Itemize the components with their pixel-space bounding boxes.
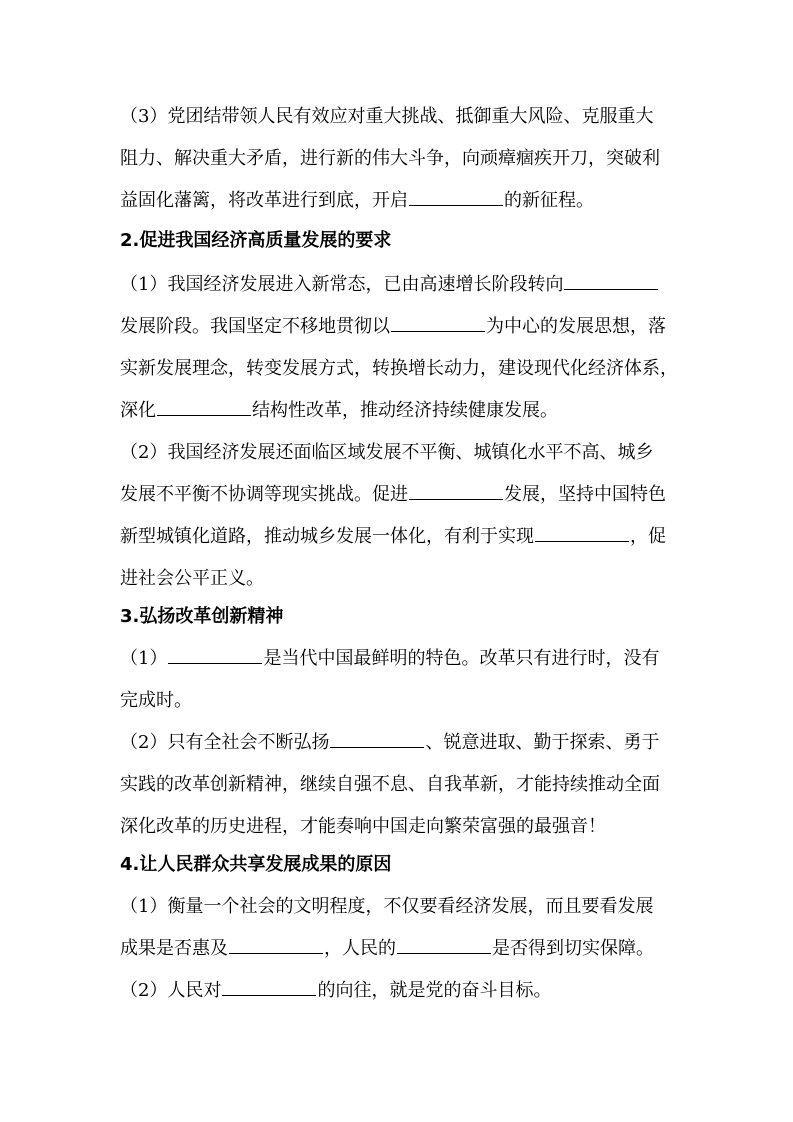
text-line bbox=[120, 928, 680, 970]
text-line bbox=[120, 96, 680, 138]
section-heading-2: 2.促进我国经济高质量发展的要求 bbox=[120, 230, 392, 251]
text-run: 是当代中国最鲜明的特色。改革只有进行时，没有 bbox=[263, 648, 660, 669]
text-run: 完成时。 bbox=[120, 690, 192, 711]
text-line bbox=[120, 306, 680, 348]
text-run: ，促 bbox=[630, 526, 666, 547]
fill-in-blank[interactable] bbox=[330, 729, 424, 748]
paragraph-3-1 bbox=[120, 638, 680, 722]
paragraph-3-2 bbox=[120, 722, 680, 848]
fill-in-blank[interactable] bbox=[409, 481, 503, 500]
fill-in-blank[interactable] bbox=[229, 935, 323, 954]
text-run: 发展，坚持中国特色 bbox=[504, 484, 666, 505]
text-line bbox=[120, 180, 680, 222]
text-run: 阻力、解决重大矛盾，进行新的伟大斗争，向顽瘴痼疾开刀，突破利 bbox=[120, 148, 660, 169]
text-line bbox=[120, 886, 680, 928]
fill-in-blank[interactable] bbox=[409, 187, 503, 206]
text-line bbox=[120, 970, 680, 1012]
fill-in-blank[interactable] bbox=[168, 645, 262, 664]
fill-in-blank[interactable] bbox=[397, 935, 491, 954]
text-line bbox=[120, 390, 680, 432]
text-line bbox=[120, 138, 680, 180]
fill-in-blank[interactable] bbox=[222, 977, 316, 996]
text-run: （1）衡量一个社会的文明程度，不仅要看经济发展，而且要看发展 bbox=[120, 896, 654, 917]
text-line bbox=[120, 432, 680, 474]
text-line bbox=[120, 348, 680, 390]
text-run: 进社会公平正义。 bbox=[120, 568, 264, 589]
text-run: 深化改革的历史进程，才能奏响中国走向繁荣富强的最强音！ bbox=[120, 816, 606, 837]
section-heading-3: 3.弘扬改革创新精神 bbox=[120, 606, 284, 627]
fill-in-blank[interactable] bbox=[391, 313, 485, 332]
text-run: （2）人民对 bbox=[120, 980, 222, 1001]
paragraph-4-2 bbox=[120, 970, 680, 1012]
paragraph-2-1 bbox=[120, 264, 680, 432]
text-line bbox=[120, 638, 680, 680]
text-run: 新型城镇化道路，推动城乡发展一体化，有利于实现 bbox=[120, 526, 534, 547]
text-run: 益固化藩篱，将改革进行到底，开启 bbox=[120, 190, 408, 211]
text-run: （2）我国经济发展还面临区域发展不平衡、城镇化水平不高、城乡 bbox=[120, 442, 654, 463]
text-run: 实新发展理念，转变发展方式，转换增长动力，建设现代化经济体系， bbox=[120, 358, 678, 379]
text-line bbox=[120, 680, 680, 722]
paragraph-2-2 bbox=[120, 432, 680, 600]
text-run: （1） bbox=[120, 648, 168, 669]
text-run: 的新征程。 bbox=[504, 190, 594, 211]
text-run: 结构性改革，推动经济持续健康发展。 bbox=[252, 400, 558, 421]
text-line bbox=[120, 558, 680, 600]
text-line bbox=[120, 722, 680, 764]
section-heading-4: 4.让人民群众共享发展成果的原因 bbox=[120, 854, 392, 875]
paragraph-4-1 bbox=[120, 886, 680, 970]
fill-in-blank[interactable] bbox=[157, 397, 251, 416]
fill-in-blank[interactable] bbox=[535, 523, 629, 542]
text-line bbox=[120, 764, 680, 806]
text-run: （2）只有全社会不断弘扬 bbox=[120, 732, 330, 753]
text-run: 深化 bbox=[120, 400, 156, 421]
text-run: 是否得到切实保障。 bbox=[492, 938, 654, 959]
text-run: （1）我国经济发展进入新常态，已由高速增长阶段转向 bbox=[120, 274, 564, 295]
text-run: 发展不平衡不协调等现实挑战。促进 bbox=[120, 484, 408, 505]
text-line bbox=[120, 806, 680, 848]
text-line bbox=[120, 474, 680, 516]
text-run: 的向往，就是党的奋斗目标。 bbox=[317, 980, 552, 1001]
text-line bbox=[120, 516, 680, 558]
text-run: ，人民的 bbox=[324, 938, 396, 959]
text-run: 为中心的发展思想，落 bbox=[486, 316, 666, 337]
text-run: 、锐意进取、勤于探索、勇于 bbox=[425, 732, 660, 753]
text-run: 实践的改革创新精神，继续自强不息、自我革新，才能持续推动全面 bbox=[120, 774, 660, 795]
text-line bbox=[120, 264, 680, 306]
text-run: 成果是否惠及 bbox=[120, 938, 228, 959]
paragraph-1-3 bbox=[120, 96, 680, 222]
text-run: 发展阶段。我国坚定不移地贯彻以 bbox=[120, 316, 390, 337]
text-run: （3）党团结带领人民有效应对重大挑战、抵御重大风险、克服重大 bbox=[120, 106, 654, 127]
fill-in-blank[interactable] bbox=[564, 271, 658, 290]
